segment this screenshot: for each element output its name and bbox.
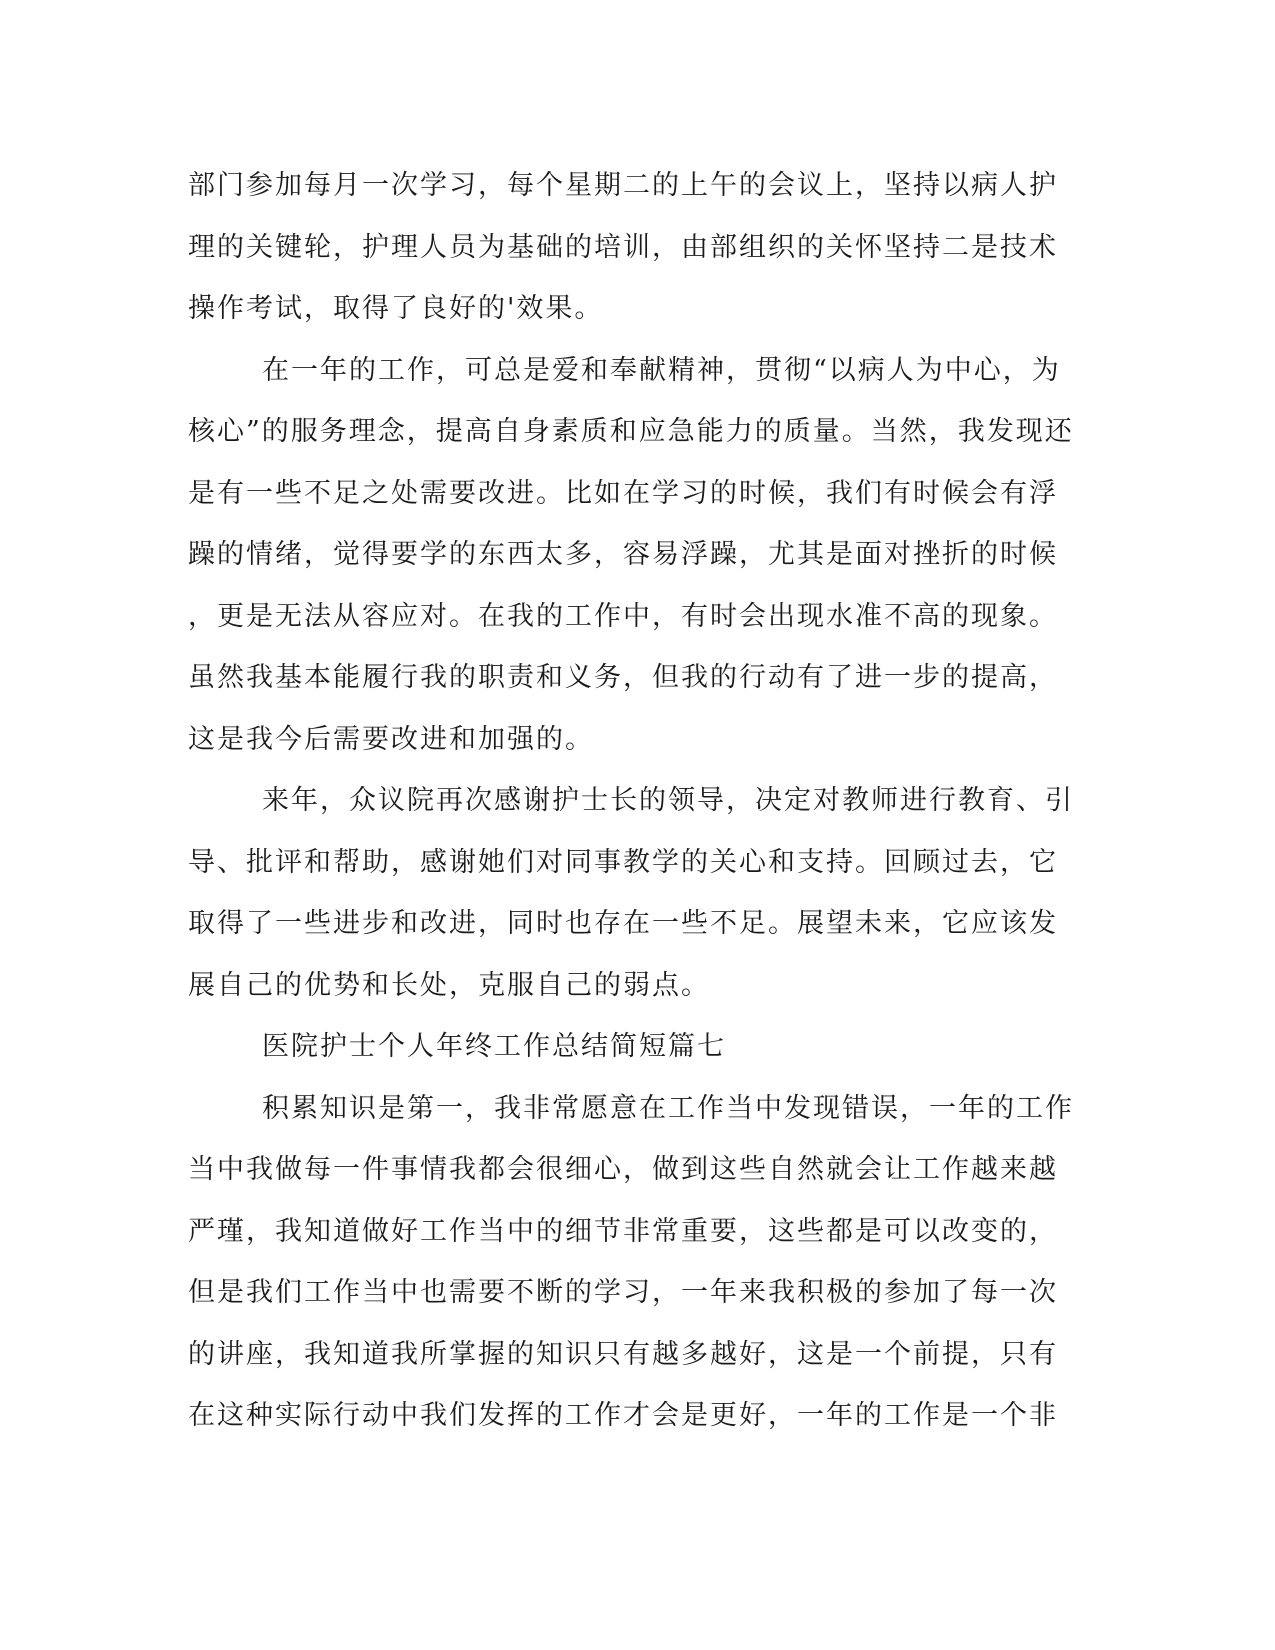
text-line: 取得了一些进步和改进，同时也存在一些不足。展望未来，它应该发: [188, 908, 1058, 939]
paragraph-first-line: 来年，众议院再次感谢护士长的领导，决定对教师进行教育、引: [262, 785, 1074, 816]
text-line: 当中我做每一件事情我都会很细心，做到这些自然就会让工作越来越: [188, 1154, 1058, 1185]
document-body: [188, 155, 1074, 1447]
paragraph-first-line: 积累知识是第一，我非常愿意在工作当中发现错误，一年的工作: [262, 1092, 1074, 1124]
text-line: 的讲座，我知道我所掌握的知识只有越多越好，这是一个前提，只有: [188, 1338, 1058, 1370]
text-line: 操作考试，取得了良好的'效果。: [188, 293, 604, 324]
text-line: 严瑾，我知道做好工作当中的细节非常重要，这些都是可以改变的，: [188, 1215, 1058, 1247]
text-line: 在这种实际行动中我们发挥的工作才会是更好，一年的工作是一个非: [188, 1400, 1058, 1431]
text-line: 展自己的优势和长处，克服自己的弱点。: [188, 969, 710, 1001]
text-line: ，更是无法从容应对。在我的工作中，有时会出现水准不高的现象。: [188, 600, 1058, 632]
text-line: 虽然我基本能履行我的职责和义务，但我的行动有了进一步的提高，: [188, 662, 1058, 693]
text-line: 理的关键轮，护理人员为基础的培训，由部组织的关怀坚持二是技术: [188, 231, 1058, 263]
text-line: 但是我们工作当中也需要不断的学习，一年来我积极的参加了每一次: [188, 1277, 1058, 1308]
text-line: 核心”的服务理念，提高自身素质和应急能力的质量。当然，我发现还: [188, 416, 1074, 447]
paragraph-first-line: 在一年的工作，可总是爱和奉献精神，贯彻“以病人为中心，为: [262, 354, 1061, 386]
text-line: 是有一些不足之处需要改进。比如在学习的时候，我们有时候会有浮: [188, 477, 1058, 509]
text-line: 躁的情绪，觉得要学的东西太多，容易浮躁，尤其是面对挫折的时候: [188, 539, 1058, 570]
text-line: 导、批评和帮助，感谢她们对同事教学的关心和支持。回顾过去，它: [188, 846, 1058, 878]
section-heading: 医院护士个人年终工作总结简短篇七: [262, 1031, 726, 1062]
text-line: 这是我今后需要改进和加强的。: [188, 723, 594, 755]
text-line: 部门参加每月一次学习，每个星期二的上午的会议上，坚持以病人护: [188, 170, 1058, 201]
